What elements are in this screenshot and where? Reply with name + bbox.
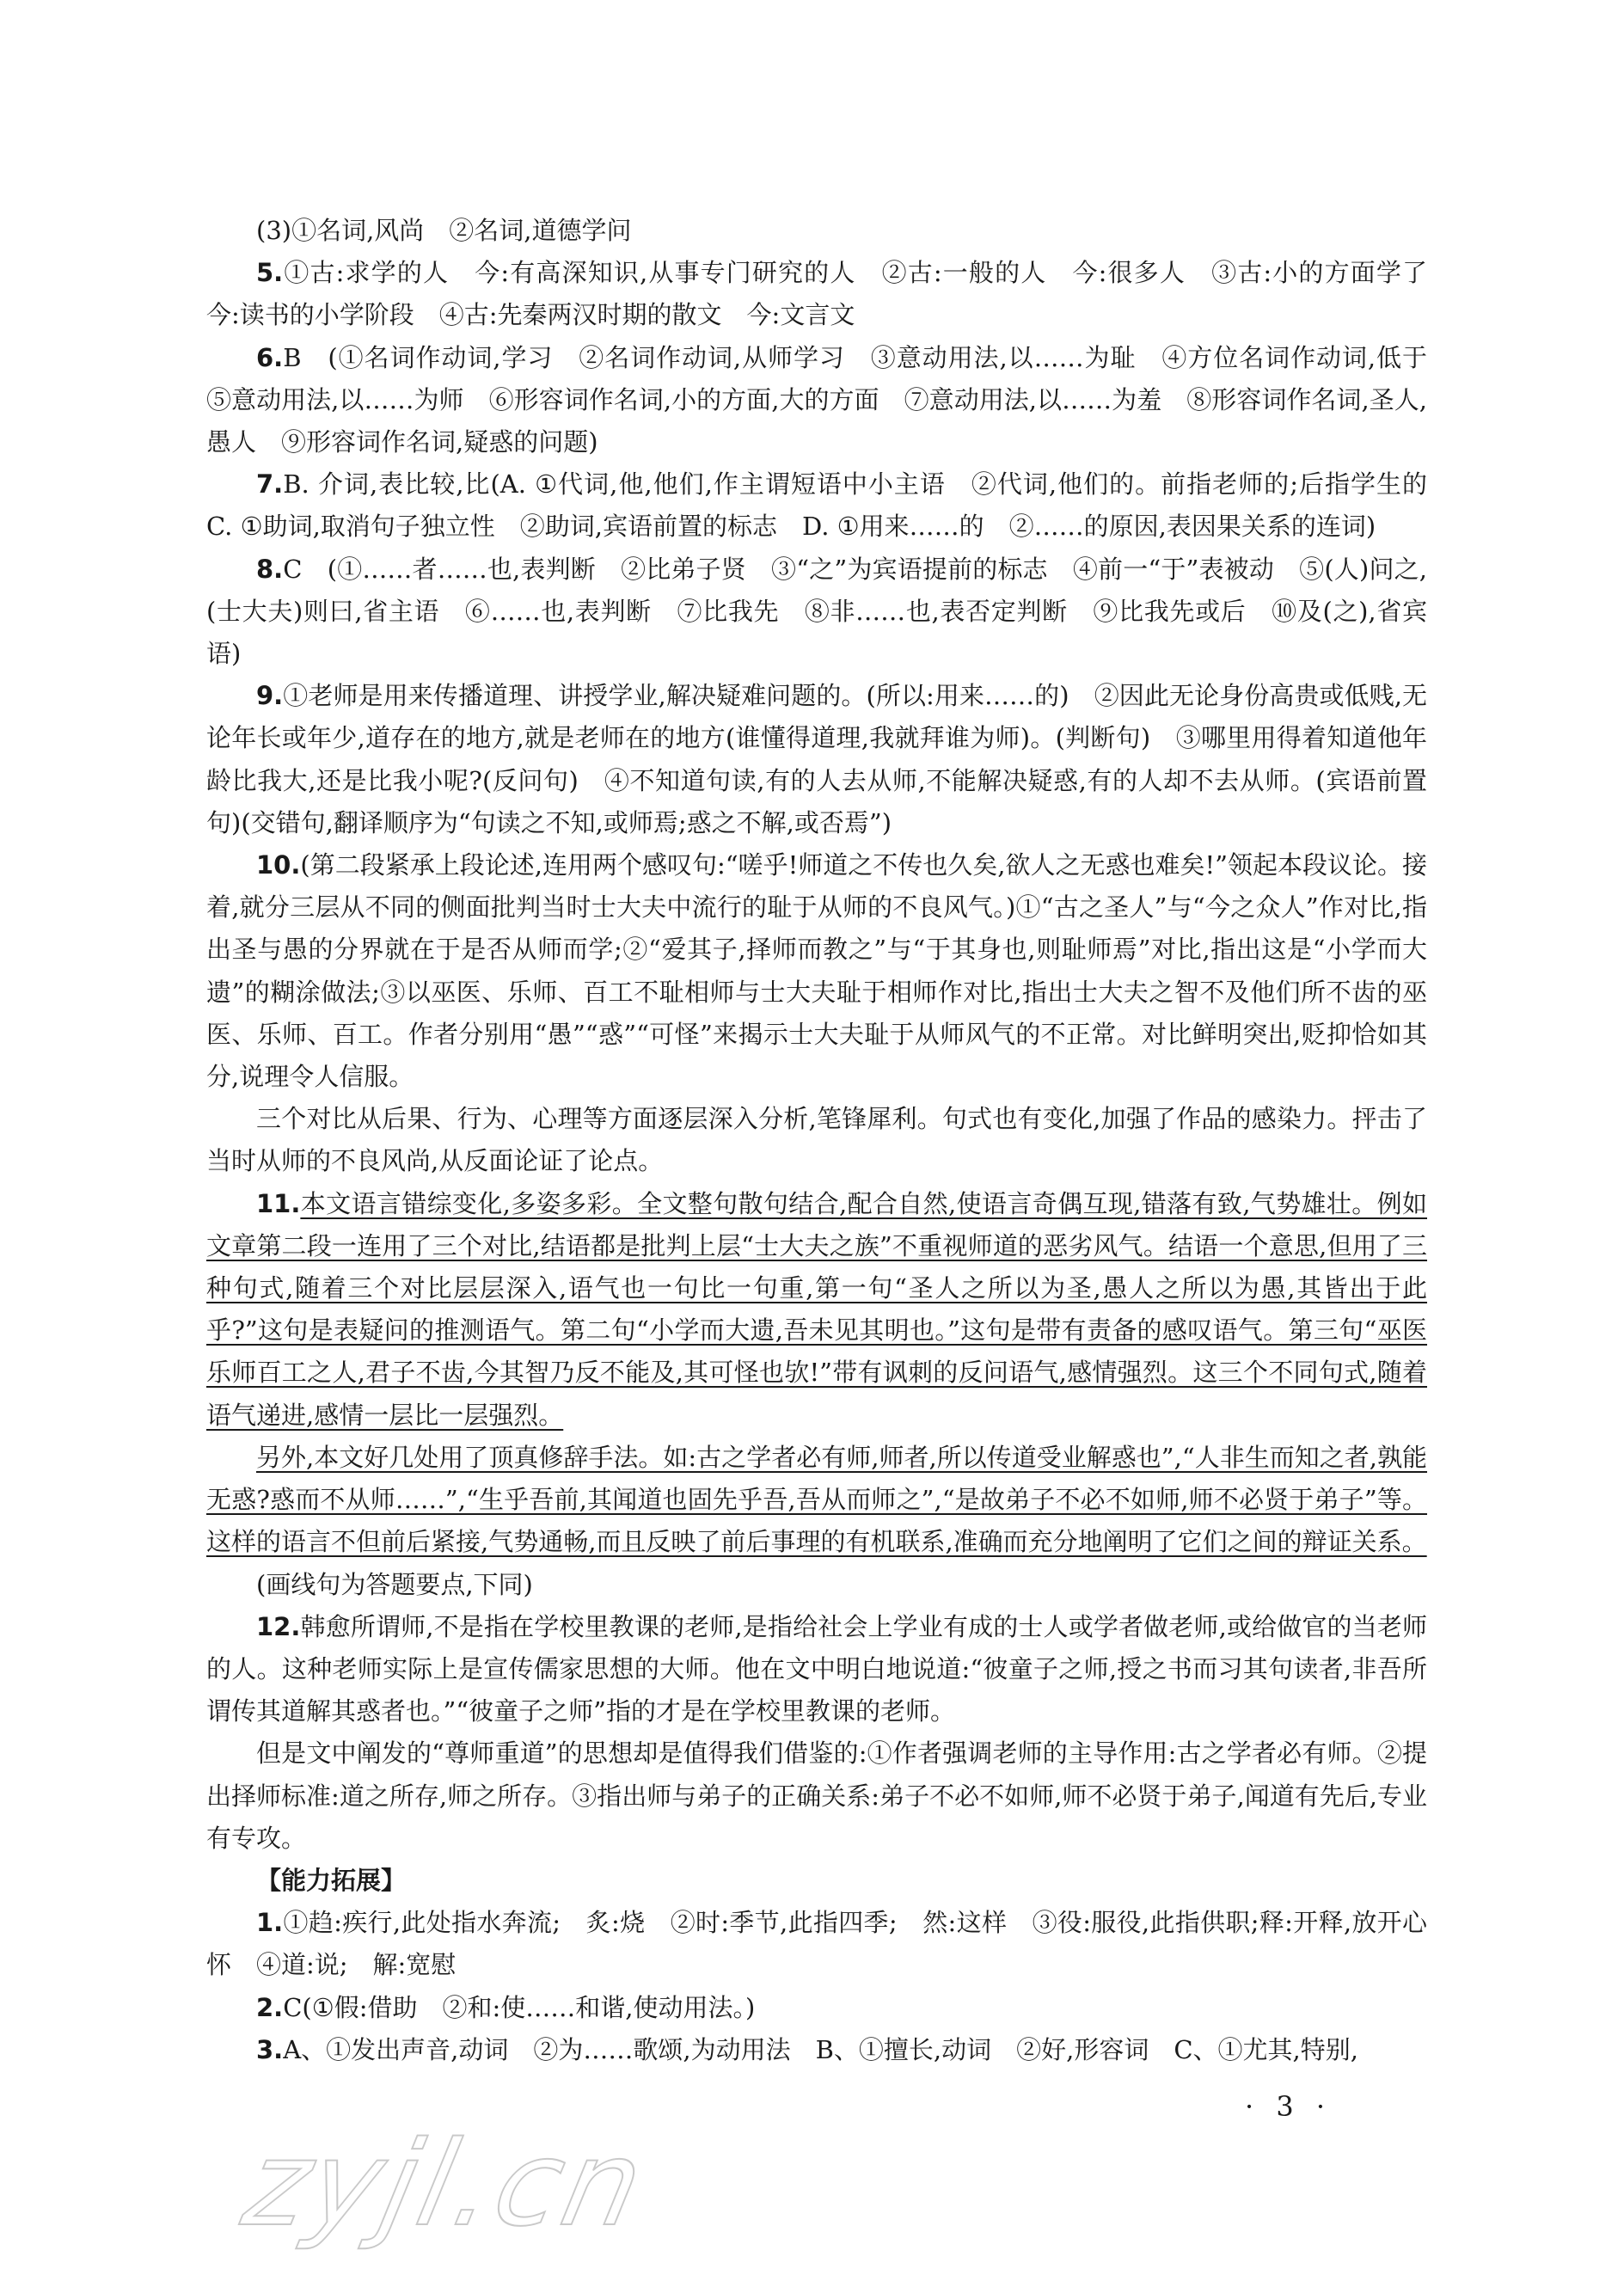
answer-page bbox=[206, 210, 1453, 2071]
ext-answer-1: 1.①趋:疾行,此处指水奔流; 炙:烧 ②时:季节,此指四季; 然:这样 ③役:服役,此指供职;释:开释,放开心怀 ④道:说; 解:宽慰 bbox=[206, 1908, 1427, 1980]
ext-answer-3: 3.A、①发出声音,动词 ②为……歌颂,为动用法 B、①擅长,动词 ②好,形容词 C、①尤其,特别, bbox=[256, 2034, 1358, 2064]
answer-12: 12.韩愈所谓师,不是指在学校里教课的老师,是指给社会上学业有成的士人或学者做老师,或给做官的当老师的人。这种老师实际上是宣传儒家思想的大师。他在文中明白地说道:“彼童子之师,授之书而习其句读者,非吾所谓传其道解其惑者也。”“彼童子之师”指的才是在学校里教课的老师。 bbox=[206, 1611, 1427, 1726]
answer-5: 5.①古:求学的人 今:有高深知识,从事专门研究的人 ②古:一般的人 今:很多人 ③古:小的方面学了 今:读书的小学阶段 ④古:先秦两汉时期的散文 今:文言文 bbox=[206, 258, 1453, 330]
answer-6: 6.B (①名词作动词,学习 ②名词作动词,从师学习 ③意动用法,以……为耻 ④方位名词作动词,低于 ⑤意动用法,以……为师 ⑥形容词作名词,小的方面,大的方面 ⑦意动用法,以……为羞 ⑧形容词作名词,圣人,愚人 ⑨形容词作名词,疑惑的问题) bbox=[206, 342, 1453, 457]
answer-11-cont: 另外,本文好几处用了顶真修辞手法。如:古之学者必有师,师者,所以传道受业解惑也”,“人非生而知之者,孰能无惑?惑而不从师……”,“生乎吾前,其闻道也固先乎吾,吾从而师之”,“是故弟子不必不如师,师不必贤于弟子”等。这样的语言不但前后紧接,气势通畅,而且反映了前后事理的有机联系,准确而充分地阐明了它们之间的辩证关系。 bbox=[206, 1442, 1427, 1557]
answer-7: 7.B. 介词,表比较,比(A. ①代词,他,他们,作主谓短语中小主语 ②代词,他们的。前指老师的;后指学生的 C. ①助词,取消句子独立性 ②助词,宾语前置的标志 D. ①用来……的 ②……的原因,表因果关系的连词) bbox=[206, 469, 1453, 542]
answer-10-cont: 三个对比从后果、行为、心理等方面逐层深入分析,笔锋犀利。句式也有变化,加强了作品的感染力。抨击了当时从师的不良风尚,从反面论证了论点。 bbox=[206, 1104, 1427, 1176]
answer-line-3-sub: (3)①名词,风尚 ②名词,道德学问 bbox=[256, 216, 632, 245]
answer-10: 10.(第二段紧承上段论述,连用两个感叹句:“嗟乎!师道之不传也久矣,欲人之无惑也难矣!”领起本段议论。接着,就分三层从不同的侧面批判当时士大夫中流行的耻于从师的不良风气。)①“古之圣人”与“今之众人”作对比,指出圣与愚的分界就在于是否从师而学;②“爱其子,择师而教之”与“于其身也,则耻师焉”对比,指出这是“小学而大遗”的糊涂做法;③以巫医、乐师、百工不耻相师与士大夫耻于相师作对比,指出士大夫之智不及他们所不齿的巫医、乐师、百工。作者分别用“愚”“惑”“可怪”来揭示士大夫耻于从师风气的不正常。对比鲜明突出,贬抑恰如其分,说理令人信服。 bbox=[206, 850, 1427, 1092]
ext-answer-2: 2.C(①假:借助 ②和:使……和谐,使动用法。) bbox=[256, 1992, 756, 2022]
watermark-logo: zyjl.cn bbox=[233, 2117, 658, 2253]
page-number: · 3 · bbox=[1245, 2090, 1333, 2123]
answer-11-note: (画线句为答题要点,下同) bbox=[256, 1569, 533, 1599]
answer-11: 11.本文语言错综变化,多姿多彩。全文整句散句结合,配合自然,使语言奇偶互现,错落有致,气势雄壮。例如文章第二段一连用了三个对比,结语都是批判上层“士大夫之族”不重视师道的恶劣风气。结语一个意思,但用了三种句式,随着三个对比层层深入,语气也一句比一句重,第一句“圣人之所以为圣,愚人之所以为愚,其皆出于此乎?”这句是表疑问的推测语气。第二句“小学而大遗,吾未见其明也。”这句是带有责备的感叹语气。第三句“巫医乐师百工之人,君子不齿,今其智乃反不能及,其可怪也欤!”带有讽刺的反问语气,感情强烈。这三个不同句式,随着语气递进,感情一层比一层强烈。 bbox=[206, 1188, 1427, 1430]
section-title-ability: 【能力拓展】 bbox=[256, 1865, 407, 1895]
answer-12-cont: 但是文中阐发的“尊师重道”的思想却是值得我们借鉴的:①作者强调老师的主导作用:古之学者必有师。②提出择师标准:道之所存,师之所存。③指出师与弟子的正确关系:弟子不必不如师,师不必贤于弟子,闻道有先后,专业有专攻。 bbox=[206, 1738, 1427, 1853]
answer-9: 9.①老师是用来传播道理、讲授学业,解决疑难问题的。(所以:用来……的) ②因此无论身份高贵或低贱,无论年长或年少,道存在的地方,就是老师在的地方(谁懂得道理,我就拜谁为师)。(判断句) ③哪里用得着知道他年龄比我大,还是比我小呢?(反问句) ④不知道句读,有的人去从师,不能解决疑惑,有的人却不去从师。(宾语前置句)(交错句,翻译顺序为“句读之不知,或师焉;惑之不解,或否焉”) bbox=[206, 681, 1427, 837]
answer-8: 8.C (①……者……也,表判断 ②比弟子贤 ③“之”为宾语提前的标志 ④前一“于”表被动 ⑤(人)问之,(士大夫)则曰,省主语 ⑥……也,表判断 ⑦比我先 ⑧非……也,表否定判断 ⑨比我先或后 ⑩及(之),省宾语) bbox=[206, 554, 1427, 669]
